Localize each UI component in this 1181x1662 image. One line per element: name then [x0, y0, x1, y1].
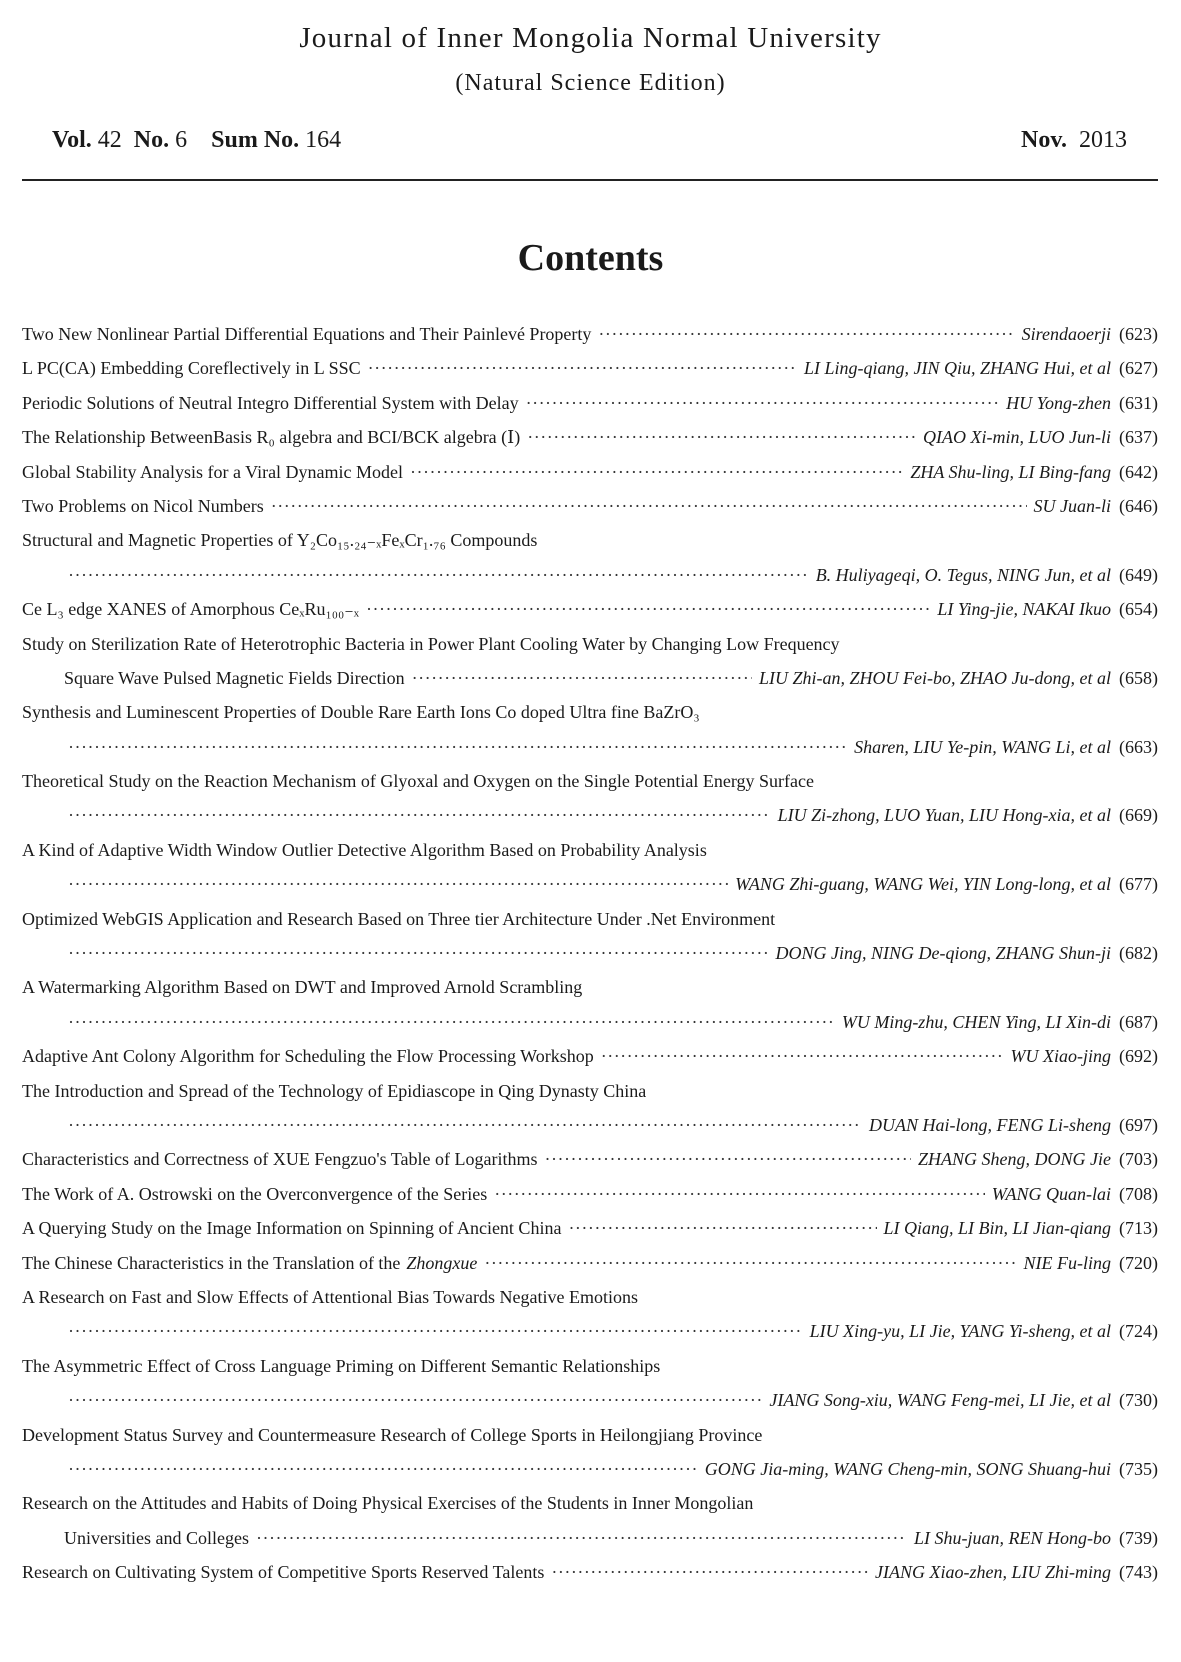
- toc-authors: LI Ling-qiang, JIN Qiu, ZHANG Hui, et al: [803, 358, 1111, 379]
- toc-entry: [22, 599, 1158, 633]
- toc-page: (724): [1119, 1321, 1158, 1342]
- leader-dots: [551, 1562, 868, 1583]
- toc-authors: HU Yong-zhen: [1006, 392, 1111, 413]
- toc-page: (720): [1119, 1252, 1158, 1273]
- no-label: No.: [133, 127, 170, 153]
- toc-authors: Sharen, LIU Ye-pin, WANG Li, et al: [854, 736, 1111, 757]
- toc-entry: [22, 737, 1158, 771]
- toc-title: Optimized WebGIS Application and Research Based on Three tier Architecture Under .Net Environment: [22, 908, 776, 929]
- issue-info: [52, 127, 341, 154]
- toc-title: Study on Sterilization Rate of Heterotrophic Bacteria in Power Plant Cooling Water by Changing Low Frequency: [22, 633, 840, 654]
- issue-month: Nov.: [1020, 127, 1067, 153]
- toc-title: Ce L₃ edge XANES of Amorphous CeₓRu₁₀₀₋ₓ: [22, 599, 360, 620]
- leader-dots: [368, 358, 797, 379]
- toc-entry: [22, 1321, 1158, 1355]
- toc-page: (739): [1119, 1527, 1158, 1548]
- toc-authors: LI Ying-jie, NAKAI Ikuo: [937, 599, 1111, 620]
- toc-entry: [22, 530, 1158, 564]
- toc-title: A Research on Fast and Slow Effects of Attentional Bias Towards Negative Emotions: [22, 1286, 638, 1307]
- toc-authors: JIANG Song-xiu, WANG Feng-mei, LI Jie, et al: [769, 1390, 1111, 1411]
- toc-title: Square Wave Pulsed Magnetic Fields Direction: [64, 667, 405, 688]
- sum-number: 164: [305, 127, 342, 153]
- toc-page: (658): [1119, 667, 1158, 688]
- toc-entry: [22, 1115, 1158, 1149]
- toc-page: (649): [1119, 564, 1158, 585]
- leader-dots: [68, 1115, 862, 1136]
- leader-dots: [484, 1253, 1016, 1274]
- toc-authors: WU Ming-zhu, CHEN Ying, LI Xin-di: [841, 1011, 1111, 1032]
- toc-page: (646): [1119, 495, 1158, 516]
- toc-entry: [22, 324, 1158, 358]
- sum-label: Sum No.: [211, 127, 300, 153]
- leader-dots: [68, 1321, 803, 1342]
- toc-authors: LI Qiang, LI Bin, LI Jian-qiang: [883, 1218, 1111, 1239]
- toc-entry: [22, 1081, 1158, 1115]
- header-divider: [22, 179, 1158, 181]
- toc-entry: [22, 1253, 1158, 1287]
- issue-number: 6: [175, 127, 188, 153]
- toc-entry: [22, 1390, 1158, 1424]
- toc-title: Adaptive Ant Colony Algorithm for Scheduling the Flow Processing Workshop: [22, 1046, 594, 1067]
- toc-entry: [22, 702, 1158, 736]
- toc-title: Development Status Survey and Countermeasure Research of College Sports in Heilongjiang Province: [22, 1424, 763, 1445]
- toc-entry: [22, 874, 1158, 908]
- toc-page: (713): [1119, 1218, 1158, 1239]
- leader-dots: [256, 1528, 907, 1549]
- toc-authors: SU Juan-li: [1033, 495, 1111, 516]
- toc-page: (743): [1119, 1562, 1158, 1583]
- toc-entry: [22, 393, 1158, 427]
- toc-authors: B. Huliyageqi, O. Tegus, NING Jun, et al: [815, 564, 1111, 585]
- leader-dots: [68, 565, 809, 586]
- toc-entry: [22, 1149, 1158, 1183]
- toc-page: (682): [1119, 943, 1158, 964]
- leader-dots: [68, 1012, 835, 1033]
- leader-dots: [68, 874, 728, 895]
- vol-label: Vol.: [52, 127, 92, 153]
- toc-page: (669): [1119, 805, 1158, 826]
- toc-authors: LIU Zhi-an, ZHOU Fei-bo, ZHAO Ju-dong, et al: [759, 667, 1111, 688]
- toc-authors: ZHANG Sheng, DONG Jie: [918, 1149, 1111, 1170]
- toc-authors: LIU Xing-yu, LI Jie, YANG Yi-sheng, et al: [809, 1321, 1111, 1342]
- leader-dots: [526, 393, 1000, 414]
- toc-page: (663): [1119, 736, 1158, 757]
- issue-date: [1021, 127, 1127, 154]
- toc-title: The Relationship BetweenBasis R₀ algebra and BCI/BCK algebra (Ⅰ): [22, 427, 521, 448]
- leader-dots: [68, 1459, 698, 1480]
- toc-entry: [22, 668, 1158, 702]
- leader-dots: [410, 462, 903, 483]
- toc-page: (627): [1119, 358, 1158, 379]
- toc-entry: [22, 1562, 1158, 1596]
- toc-title: Periodic Solutions of Neutral Integro Differential System with Delay: [22, 392, 519, 413]
- toc-title: The Work of A. Ostrowski on the Overconvergence of the Series: [22, 1183, 488, 1204]
- toc-entry: [22, 1459, 1158, 1493]
- journal-title: Journal of Inner Mongolia Normal University: [299, 22, 882, 54]
- toc-title-italic: Zhongxue: [406, 1252, 478, 1273]
- toc-entry: [22, 634, 1158, 668]
- toc-authors: WU Xiao-jing: [1010, 1046, 1111, 1067]
- leader-dots: [68, 805, 771, 826]
- toc-entry: [22, 805, 1158, 839]
- leader-dots: [68, 737, 847, 758]
- table-of-contents: [22, 324, 1158, 1596]
- toc-title: Research on Cultivating System of Competitive Sports Reserved Talents: [22, 1562, 545, 1583]
- toc-authors: GONG Jia-ming, WANG Cheng-min, SONG Shuang-hui: [704, 1458, 1111, 1479]
- toc-page: (703): [1119, 1149, 1158, 1170]
- journal-edition: (Natural Science Edition): [455, 70, 726, 96]
- leader-dots: [412, 668, 752, 689]
- toc-page: (623): [1119, 324, 1158, 344]
- toc-entry: [22, 462, 1158, 496]
- toc-authors: DUAN Hai-long, FENG Li-sheng: [869, 1114, 1111, 1135]
- toc-entry: [22, 1046, 1158, 1080]
- toc-entry: [22, 909, 1158, 943]
- toc-entry: [22, 1356, 1158, 1390]
- toc-title: Synthesis and Luminescent Properties of Double Rare Earth Ions Co doped Ultra fine BaZrO₃: [22, 702, 700, 723]
- issue-year: 2013: [1079, 127, 1127, 153]
- leader-dots: [601, 1046, 1004, 1067]
- toc-entry: [22, 427, 1158, 461]
- toc-title: Two New Nonlinear Partial Differential Equations and Their Painlevé Property: [22, 324, 592, 344]
- toc-entry: [22, 1218, 1158, 1252]
- toc-title: The Introduction and Spread of the Technology of Epidiascope in Qing Dynasty China: [22, 1080, 647, 1101]
- vol-number: 42: [97, 127, 122, 153]
- toc-page: (687): [1119, 1011, 1158, 1032]
- toc-entry: [22, 1425, 1158, 1459]
- toc-page: (697): [1119, 1114, 1158, 1135]
- toc-title: The Asymmetric Effect of Cross Language Priming on Different Semantic Relationships: [22, 1355, 661, 1376]
- toc-authors: WANG Zhi-guang, WANG Wei, YIN Long-long, et al: [735, 874, 1111, 895]
- toc-title: A Watermarking Algorithm Based on DWT and Improved Arnold Scrambling: [22, 977, 583, 998]
- toc-title: Theoretical Study on the Reaction Mechanism of Glyoxal and Oxygen on the Single Potential Energy Surface: [22, 771, 814, 792]
- leader-dots: [494, 1184, 984, 1205]
- toc-title: Universities and Colleges: [64, 1527, 249, 1548]
- toc-title: A Kind of Adaptive Width Window Outlier Detective Algorithm Based on Probability Analysis: [22, 839, 707, 860]
- toc-title: Research on the Attitudes and Habits of Doing Physical Exercises of the Students in Inner Mongolian: [22, 1493, 754, 1514]
- toc-page: (708): [1119, 1183, 1158, 1204]
- toc-page: (692): [1119, 1046, 1158, 1067]
- toc-page: (642): [1119, 461, 1158, 482]
- toc-authors: LI Shu-juan, REN Hong-bo: [914, 1527, 1111, 1548]
- toc-entry: [22, 565, 1158, 599]
- toc-page: (730): [1119, 1390, 1158, 1411]
- toc-page: (654): [1119, 599, 1158, 620]
- toc-entry: [22, 496, 1158, 530]
- leader-dots: [271, 496, 1027, 517]
- toc-title: Two Problems on Nicol Numbers: [22, 495, 264, 516]
- toc-page: (735): [1119, 1458, 1158, 1479]
- toc-entry: [22, 1493, 1158, 1527]
- toc-authors: WANG Quan-lai: [991, 1183, 1111, 1204]
- toc-entry: [22, 1528, 1158, 1562]
- toc-authors: JIANG Xiao-zhen, LIU Zhi-ming: [875, 1562, 1111, 1583]
- toc-authors: QIAO Xi-min, LUO Jun-li: [923, 427, 1111, 448]
- toc-title: Structural and Magnetic Properties of Y₂Co₁₅.₂₄₋ₓFeₓCr₁.₇₆ Compounds: [22, 530, 538, 551]
- leader-dots: [68, 943, 769, 964]
- toc-entry: [22, 1184, 1158, 1218]
- toc-entry: [22, 771, 1158, 805]
- toc-title: Global Stability Analysis for a Viral Dynamic Model: [22, 461, 404, 482]
- toc-authors: NIE Fu-ling: [1023, 1252, 1111, 1273]
- toc-page: (631): [1119, 392, 1158, 413]
- toc-title: The Chinese Characteristics in the Translation of the: [22, 1252, 401, 1273]
- toc-entry: [22, 358, 1158, 392]
- toc-authors: Sirendaoerji: [1021, 324, 1111, 344]
- leader-dots: [598, 324, 1014, 345]
- leader-dots: [68, 1390, 762, 1411]
- leader-dots: [366, 599, 930, 620]
- toc-authors: LIU Zi-zhong, LUO Yuan, LIU Hong-xia, et al: [777, 805, 1111, 826]
- toc-entry: [22, 1287, 1158, 1321]
- toc-page: (637): [1119, 427, 1158, 448]
- toc-entry: [22, 840, 1158, 874]
- toc-title: Characteristics and Correctness of XUE Fengzuo's Table of Logarithms: [22, 1149, 538, 1170]
- contents-heading: Contents: [517, 237, 664, 279]
- toc-entry: [22, 977, 1158, 1011]
- toc-title: L PC(CA) Embedding Coreflectively in L SSC: [22, 358, 361, 379]
- toc-title: A Querying Study on the Image Information on Spinning of Ancient China: [22, 1218, 562, 1239]
- toc-entry: [22, 1012, 1158, 1046]
- toc-entry: [22, 943, 1158, 977]
- toc-page: (677): [1119, 874, 1158, 895]
- leader-dots: [545, 1149, 912, 1170]
- leader-dots: [568, 1218, 876, 1239]
- toc-authors: ZHA Shu-ling, LI Bing-fang: [910, 461, 1111, 482]
- leader-dots: [527, 427, 916, 448]
- toc-authors: DONG Jing, NING De-qiong, ZHANG Shun-ji: [775, 943, 1111, 964]
